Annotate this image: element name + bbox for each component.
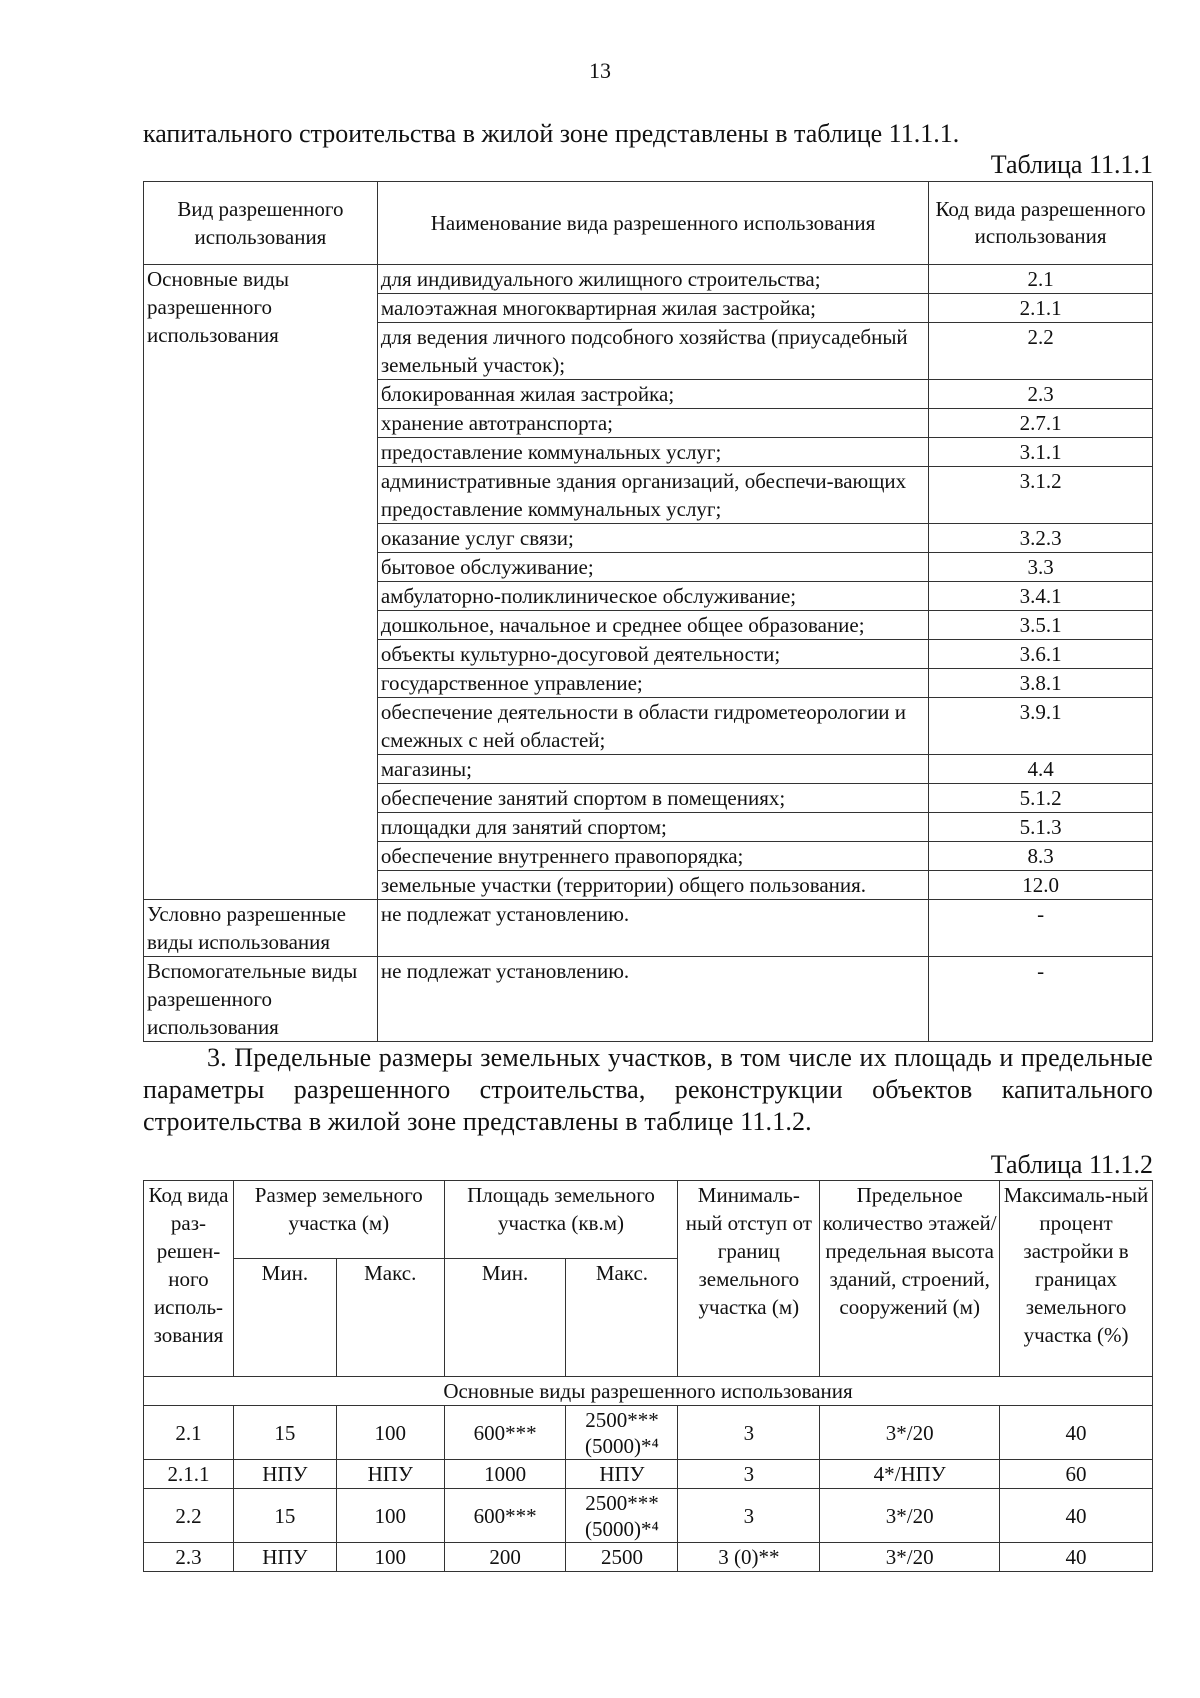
use-code: 3.5.1 — [929, 611, 1153, 640]
t2-header-max-percent: Максималь-ный процент застройки в границах земельного участка (%) — [1000, 1181, 1153, 1377]
use-code: 12.0 — [929, 871, 1153, 900]
use-name: не подлежат установлению. — [377, 957, 928, 1042]
t2-header-area-min: Мин. — [444, 1259, 566, 1377]
cell-code: 2.3 — [144, 1543, 234, 1572]
use-name: дошкольное, начальное и среднее общее образование; — [377, 611, 928, 640]
table-row — [144, 1406, 1153, 1460]
cell-percent: 40 — [1000, 1406, 1153, 1460]
t2-header-size-max: Макс. — [336, 1259, 444, 1377]
table-row — [144, 1543, 1153, 1572]
area-max-value: 2500*** — [585, 1407, 659, 1432]
cell-percent: 40 — [1000, 1489, 1153, 1543]
cell-size-max: НПУ — [336, 1460, 444, 1489]
area-max-value: НПУ — [599, 1462, 645, 1486]
cell-size-max: 100 — [336, 1406, 444, 1460]
cell-size-min: НПУ — [233, 1460, 336, 1489]
cell-indent: 3 — [678, 1406, 820, 1460]
use-name: магазины; — [377, 755, 928, 784]
t2-header-plot-area: Площадь земельного участка (кв.м) — [444, 1181, 678, 1259]
use-name: блокированная жилая застройка; — [377, 380, 928, 409]
use-group-label: Вспомогательные виды разрешенного использования — [144, 957, 378, 1042]
use-group-label: Основные виды разрешенного использования — [144, 265, 378, 900]
t1-header-code: Код вида разрешенного использования — [929, 182, 1153, 265]
use-name: хранение автотранспорта; — [377, 409, 928, 438]
area-max-alt-value: (5000)*⁴ — [585, 1516, 659, 1541]
use-code: 3.2.3 — [929, 524, 1153, 553]
cell-floors: 3*/20 — [820, 1406, 1000, 1460]
t2-header-floors: Предельное количество этажей/ предельная высота зданий, строений, сооружений (м) — [820, 1181, 1000, 1377]
cell-area-min: 1000 — [444, 1460, 566, 1489]
cell-code: 2.2 — [144, 1489, 234, 1543]
use-code: - — [929, 900, 1153, 957]
use-code: 3.4.1 — [929, 582, 1153, 611]
cell-area-min: 600*** — [444, 1489, 566, 1543]
table1-caption: Таблица 11.1.1 — [990, 150, 1153, 179]
area-max-value: 2500 — [600, 1545, 643, 1569]
cell-size-max: 100 — [336, 1489, 444, 1543]
use-name: не подлежат установлению. — [377, 900, 928, 957]
use-name: обеспечение деятельности в области гидрометеорологии и смежных с ней областей; — [377, 698, 928, 755]
use-code: 2.2 — [929, 323, 1153, 380]
use-name: бытовое обслуживание; — [377, 553, 928, 582]
use-name: предоставление коммунальных услуг; — [377, 438, 928, 467]
t2-header-area-max: Макс. — [566, 1259, 678, 1377]
table-row — [144, 1489, 1153, 1543]
use-code: 4.4 — [929, 755, 1153, 784]
t2-section-label: Основные виды разрешенного использования — [144, 1377, 1153, 1406]
cell-size-max: 100 — [336, 1543, 444, 1572]
use-code: 3.8.1 — [929, 669, 1153, 698]
use-code: 5.1.2 — [929, 784, 1153, 813]
cell-percent: 60 — [1000, 1460, 1153, 1489]
use-code: - — [929, 957, 1153, 1042]
cell-size-min: 15 — [233, 1406, 336, 1460]
cell-indent: 3 — [678, 1489, 820, 1543]
use-code: 8.3 — [929, 842, 1153, 871]
use-name: для ведения личного подсобного хозяйства (приусадебный земельный участок); — [377, 323, 928, 380]
cell-percent: 40 — [1000, 1543, 1153, 1572]
use-code: 2.3 — [929, 380, 1153, 409]
table2-caption: Таблица 11.1.2 — [990, 1150, 1153, 1179]
cell-area-max — [566, 1406, 678, 1460]
t2-body — [144, 1377, 1153, 1572]
use-code: 2.1 — [929, 265, 1153, 294]
use-name: объекты культурно-досуговой деятельности; — [377, 640, 928, 669]
t2-header-code: Код вида раз-решен-ного исполь-зования — [144, 1181, 234, 1377]
use-name: государственное управление; — [377, 669, 928, 698]
table-row — [144, 900, 1153, 957]
intro-text: капитального строительства в жилой зоне представлены в таблице 11.1.1. — [143, 119, 960, 148]
use-code: 2.7.1 — [929, 409, 1153, 438]
cell-floors: 3*/20 — [820, 1489, 1000, 1543]
use-name: малоэтажная многоквартирная жилая застройка; — [377, 294, 928, 323]
cell-area-max — [566, 1460, 678, 1489]
use-code: 5.1.3 — [929, 813, 1153, 842]
page-number: 13 — [589, 58, 611, 83]
t1-header-type: Вид разрешенного использования — [144, 182, 378, 265]
cell-code: 2.1 — [144, 1406, 234, 1460]
t1-header-name: Наименование вида разрешенного использования — [377, 182, 928, 265]
use-code: 3.1.2 — [929, 467, 1153, 524]
use-code: 3.1.1 — [929, 438, 1153, 467]
table-row — [144, 265, 1153, 294]
cell-area-max — [566, 1489, 678, 1543]
t2-header-plot-size: Размер земельного участка (м) — [233, 1181, 444, 1259]
permitted-use-table — [143, 181, 1153, 1042]
table-row — [144, 1460, 1153, 1489]
table-row — [144, 957, 1153, 1042]
cell-area-max — [566, 1543, 678, 1572]
cell-floors: 3*/20 — [820, 1543, 1000, 1572]
use-name: административные здания организаций, обеспечи-вающих предоставление коммунальных услуг; — [377, 467, 928, 524]
cell-floors: 4*/НПУ — [820, 1460, 1000, 1489]
cell-indent: 3 (0)** — [678, 1543, 820, 1572]
use-name: для индивидуального жилищного строительства; — [377, 265, 928, 294]
cell-area-min: 200 — [444, 1543, 566, 1572]
paragraph-3-text: 3. Предельные размеры земельных участков, в том числе их площадь и предельные параметры разрешенного строительства, реконструкции объектов капитального строительства в жилой зоне представлены в таблице 11.1.2. — [143, 1043, 1153, 1136]
plot-parameters-table — [143, 1180, 1153, 1572]
area-max-value: 2500*** — [585, 1490, 659, 1515]
use-name: обеспечение занятий спортом в помещениях; — [377, 784, 928, 813]
use-name: оказание услуг связи; — [377, 524, 928, 553]
use-code: 3.9.1 — [929, 698, 1153, 755]
use-group-label: Условно разрешенные виды использования — [144, 900, 378, 957]
use-name: обеспечение внутреннего правопорядка; — [377, 842, 928, 871]
use-name: амбулаторно-поликлиническое обслуживание; — [377, 582, 928, 611]
t2-header-min-indent: Минималь-ный отступ от границ земельного участка (м) — [678, 1181, 820, 1377]
cell-area-min: 600*** — [444, 1406, 566, 1460]
t2-header-size-min: Мин. — [233, 1259, 336, 1377]
cell-size-min: НПУ — [233, 1543, 336, 1572]
use-name: площадки для занятий спортом; — [377, 813, 928, 842]
paragraph-3 — [143, 1042, 1153, 1138]
cell-code: 2.1.1 — [144, 1460, 234, 1489]
t1-body — [144, 265, 1153, 1042]
use-code: 2.1.1 — [929, 294, 1153, 323]
use-code: 3.6.1 — [929, 640, 1153, 669]
use-name: земельные участки (территории) общего пользования. — [377, 871, 928, 900]
area-max-alt-value: (5000)*⁴ — [585, 1433, 659, 1458]
cell-size-min: 15 — [233, 1489, 336, 1543]
cell-indent: 3 — [678, 1460, 820, 1489]
use-code: 3.3 — [929, 553, 1153, 582]
